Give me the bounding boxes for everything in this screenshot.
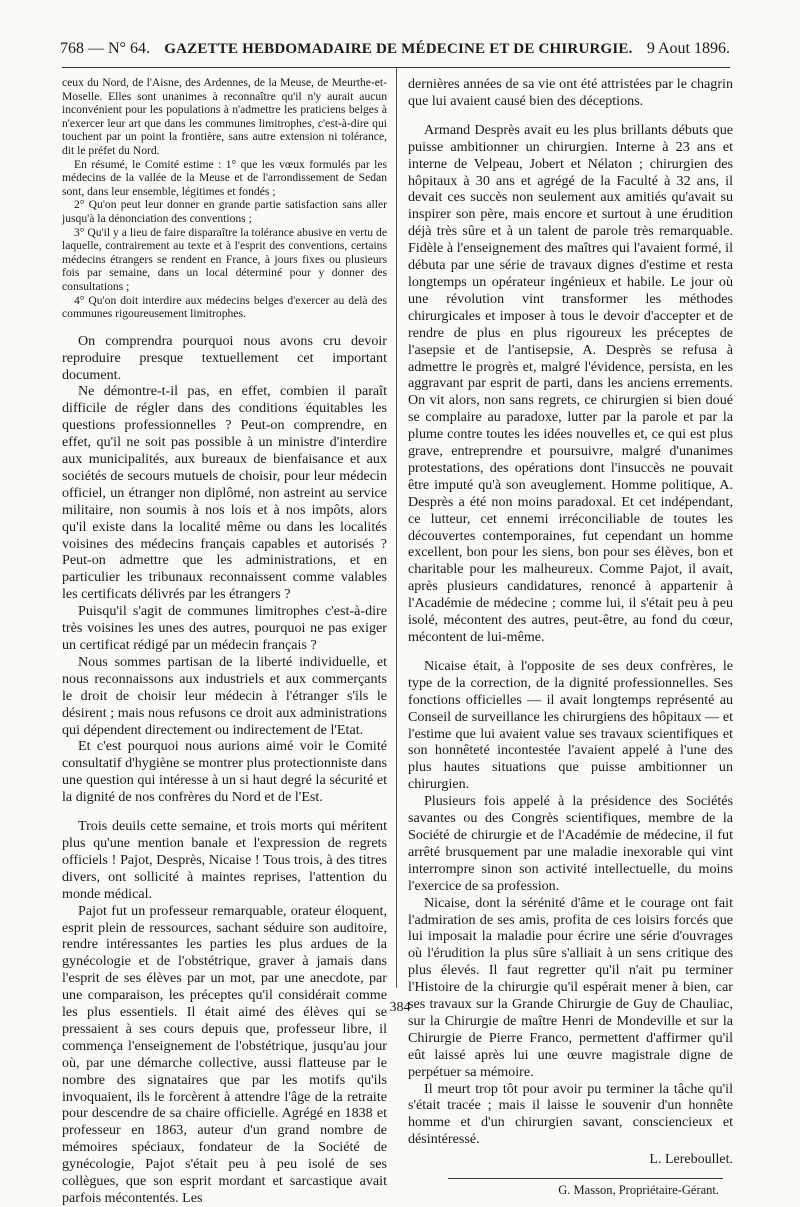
despres-paragraph: Armand Desprès avait eu les plus brillants débuts que puisse ambitionner un chirurgien. Interne à 23 ans et interne de Velpeau, Jobert et Nélaton ; chirurgien des hôpitaux à 30 ans et agrégé de la Faculté à 32 ans, il devait ces succès non seulement aux amitiés qu'avait su inspirer son père, mais encore et surtout à une érudition déjà très sûre et à un talent de parole très remarquable. Fidèle à l'enseignement des maîtres qui l'avaient formé, il débuta par une série de travaux dignes d'estime et resta longtemps un opérateur ingénieux et habile. Le jour où une révolution vint transformer les méthodes chirurgicales et imposer à tous le devoir d'accepter et de rendre de plus en plus rigoureux les préceptes de l'asepsie et de l'antisepsie, A. Desprès se refusa à admettre le progrès et, malgré l'évidence, persista, en les aggravant par esprit de parti, dans les anciens errements. On vit alors, non sans regrets, ce chirurgien si bien doué se complaire au paradoxe, lutter par la parole et par la plume contre toutes les idées nouvelles et, ce qui est plus grave, entreprendre et poursuivre, malgré d'unanimes protestations, des opérations dont l'insuccès ne pouvait être imputé qu'à son aveuglement. Homme politique, A. Desprès a été non moins paradoxal. Et cet indépendant, ce lutteur, cet ennemi irréconciliable de toutes les découvertes contemporaines, fut cependant un homme excellent, bon pour les siens, bon pour ses élèves, bon et charitable pour les malheureux. Comme Pajot, il avait, après plusieurs candidatures, renoncé à appartenir à l'Académie de médecine ; comme lui, il s'était peu à peu isolé, mécontent des autres, peut-être, au fond du cœur, mécontent de lui-même. [408,121,733,645]
obituary-paragraph: Trois deuils cette semaine, et trois morts qui méritent plus qu'une mention banale et l'expression de regrets officiels ! Pajot, Desprès, Nicaise ! Tous trois, à des titres divers, ont sollicité à maintes reprises, l'attention du monde médical. [62,818,387,902]
commentary-paragraph: Nous sommes partisan de la liberté individuelle, et nous reconnaissons aux industriels et aux commerçants le droit de choisir leur médecin à l'étranger s'ils le désirent ; mais nous refusons ce droit aux administrations qui dépendent directement ou indirectement de l'Etat. [62,653,387,738]
editorial-commentary [62,333,387,806]
nicaise-section [408,658,733,1148]
journal-title: GAZETTE HEBDOMADAIRE DE MÉDECINE ET DE CHIRURGIE. [164,41,633,57]
issue-number: 768 — N° 64. [60,40,150,57]
publisher-credit: G. Masson, Propriétaire-Gérant. [558,1183,719,1198]
nicaise-paragraph: Nicaise, dont la sérénité d'âme et le courage ont fait l'admiration de ses amis, profita de ces loisirs forcés que lui imposait la maladie pour écrire une série d'ouvrages où l'érudition la plus sûre s'alliait à un sens critique des plus élevés. Il faut regretter qu'il n'ait pu terminer l'Histoire de la chirurgie qu'il espérait mener à bien, car ses travaux sur la Grande Chirurgie de Guy de Chauliac, sur la Chirurgie de maître Henri de Mondeville et sur la Chirurgie de Pierre Franco, permettent d'affirmer qu'il eût laissé après lui une œuvre magistrale digne de perpétuer sa mémoire. [408,894,733,1080]
column-divider [396,68,397,988]
commentary-paragraph: Puisqu'il s'agit de communes limitrophes c'est-à-dire très voisines les unes des autres, pourquoi ne pas exiger un certificat rédigé par un médecin français ? [62,603,387,653]
report-paragraph: 3° Qu'il y a lieu de faire disparaître la tolérance abusive en vertu de laquelle, contrairement au texte et à l'esprit des conventions, certains médecins étrangers se rendent en France, à jours fixes ou plusieurs fois par semaine, dans un local déterminé pour y donner des consultations ; [62,225,387,293]
committee-report-excerpt [62,76,387,321]
nicaise-paragraph: Il meurt trop tôt pour avoir pu terminer la tâche qu'il s'était tracée ; mais il laisse le souvenir d'un honnête homme et d'un chirurgien savant, consciencieux et désintéressé. [408,1080,733,1148]
running-header [60,40,730,62]
right-column [408,76,733,1198]
nicaise-paragraph: Nicaise était, à l'opposite de ses deux confrères, le type de la correction, de la dignité professionnelles. Ses fonctions officielles — il avait longtemps représenté au Conseil de surveillance les chirurgiens des hôpitaux — et l'estime que lui avaient value ses travaux scientifiques et son honnêteté incontestée l'avaient appelé à l'une des plus hautes situations que puisse ambitionner un chirurgien. [408,657,733,793]
issue-date: 9 Aout 1896. [646,40,730,57]
commentary-paragraph: On comprendra pourquoi nous avons cru devoir reproduire presque textuellement cet important document. [62,332,387,383]
despres-section [408,122,733,646]
report-paragraph: 4° Qu'on doit interdire aux médecins belges d'exercer au delà des communes rigoureusement limitrophes. [62,293,387,321]
closing-rule [448,1178,723,1179]
commentary-paragraph: Et c'est pourquoi nous aurions aimé voir le Comité consultatif d'hygiène se montrer plus protectionniste dans une question qui intéresse à un si haut degré la sécurité et la dignité de nos confrères du Nord et de l'Est. [62,738,387,806]
report-paragraph: 2° Qu'on peut leur donner en grande partie satisfaction sans aller jusqu'à la dénonciation des conventions ; [62,198,387,225]
obituary-paragraph: Pajot fut un professeur remarquable, orateur éloquent, esprit plein de ressources, sachant séduire son auditoire, rendre intéressantes les parties les plus ardues de la gynécologie et de l'obstétrique, graver à jamais dans l'esprit de ses élèves par un mot, par une anecdote, par une comparaison, les préceptes qu'il considérait comme les plus essentiels. Il était aimé des élèves qui se pressaient à ses cours depuis que, professeur libre, il commença l'enseignement de l'obstétrique, jusqu'au jour où, par une démarche collective, aussi flatteuse par le nombre des signataires que par les motifs qu'ils invoquaient, ils le forcèrent à attendre l'âge de la retraite pour descendre de sa chaire officielle. Agrégé en 1838 et professeur en 1863, auteur d'un grand nombre de mémoires spéciaux, fondateur de la Société de gynécologie, Pajot s'était peu à peu isolé de ses collègues, que son esprit mordant et sarcastique avait parfois mécontentés. Les [62,902,387,1206]
continued-paragraph: dernières années de sa vie ont été attristées par le chagrin que lui avaient causé bien des déceptions. [408,76,733,109]
page-number: 384 [389,1000,411,1015]
nicaise-paragraph: Plusieurs fois appelé à la présidence des Sociétés savantes ou des Congrès scientifiques, membre de la Société de chirurgie et de l'Académie de médecine, il fut arrêté brusquement par une maladie inexorable qui vint interrompre sinon son activité intellectuelle, du moins l'exercice de sa profession. [408,793,733,894]
report-paragraph: En résumé, le Comité estime : 1° que les vœux formulés par les médecins de la vallée de la Meuse et de l'arrondissement de Sedan sont, dans leur ensemble, légitimes et fondés ; [62,157,387,198]
commentary-paragraph: Ne démontre-t-il pas, en effet, combien il paraît difficile de régler dans des conditions équitables les questions professionnelles ? Peut-on comprendre, en effet, qu'il ne soit pas possible à un ministre d'interdire aux municipalités, aux bureaux de bienfaisance et aux sociétés de secours mutuels de choisir, pour leur médecin officiel, un étranger non diplômé, non astreint au service militaire, non soumis à nos lois et à nos impôts, alors qu'il existe dans la localité même ou dans les localités voisines des médecins français capables et autorisés ? Peut-on admettre que les administrations, et en particulier les tribunaux reconnaissent comme valables les certificats délivrés par les étrangers ? [62,383,387,603]
author-signature: L. Lereboullet. [649,1152,733,1168]
left-column [62,76,387,1207]
report-paragraph: ceux du Nord, de l'Aisne, des Ardennes, de la Meuse, de Meurthe-et-Moselle. Elles sont unanimes à reconnaître qu'il n'y aurait aucun inconvénient pour les populations à n'admettre les praticiens belges à n'exercer leur art que dans les communes limitrophes, c'est-à-dire qui touchent par un point la frontière, sans autre extension ni tolérance, dit le préfet du Nord. [62,76,387,157]
